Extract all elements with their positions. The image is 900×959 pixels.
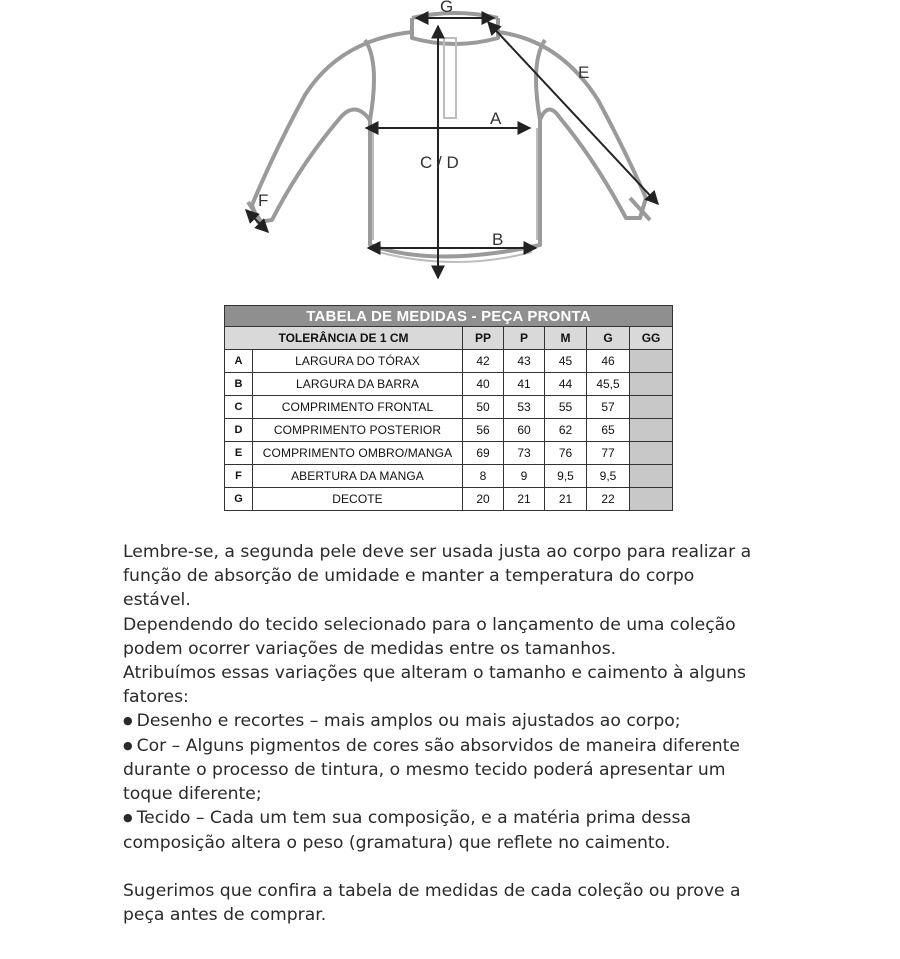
garment-diagram: [230, 0, 670, 300]
measure-value: 62: [545, 419, 587, 442]
measure-value: 77: [587, 442, 630, 465]
measure-value: 9: [504, 465, 545, 488]
measure-value: 56: [463, 419, 504, 442]
measure-value: 20: [463, 488, 504, 511]
measure-letter: C: [225, 396, 253, 419]
table-row: [225, 373, 673, 396]
spacer: [123, 855, 783, 879]
measure-value: 43: [504, 350, 545, 373]
bullet-icon: ●: [123, 738, 133, 752]
measure-value: 9,5: [587, 465, 630, 488]
paragraph-line: podem ocorrer variações de medidas entre os tamanhos.: [123, 638, 617, 659]
measure-value: 44: [545, 373, 587, 396]
paragraph-line: peça antes de comprar.: [123, 905, 327, 926]
size-header: M: [545, 327, 587, 350]
table-title: TABELA DE MEDIDAS - PEÇA PRONTA: [225, 306, 673, 327]
bullet-icon: ●: [123, 714, 133, 728]
measure-value: [630, 396, 673, 419]
bullet-item: [123, 806, 783, 830]
measure-value: 21: [504, 488, 545, 511]
bullet-icon: ●: [123, 811, 133, 825]
measure-value: 46: [587, 350, 630, 373]
measure-value: [630, 419, 673, 442]
paragraph-line: Dependendo do tecido selecionado para o lançamento de uma coleção: [123, 614, 736, 635]
measure-value: 9,5: [545, 465, 587, 488]
fit-notes: [123, 540, 783, 927]
measure-letter: F: [225, 465, 253, 488]
measure-value: 76: [545, 442, 587, 465]
long-sleeve-shirt-illustration: [230, 0, 670, 300]
measure-letter: E: [225, 442, 253, 465]
measure-name: COMPRIMENTO POSTERIOR: [253, 419, 463, 442]
measure-letter: A: [225, 350, 253, 373]
measure-value: 41: [504, 373, 545, 396]
paragraph-line: estável.: [123, 590, 191, 611]
label-g: G: [440, 0, 454, 16]
measure-name: COMPRIMENTO OMBRO/MANGA: [253, 442, 463, 465]
paragraph-line: toque diferente;: [123, 784, 262, 805]
measure-value: 45: [545, 350, 587, 373]
measure-value: 73: [504, 442, 545, 465]
table-row: [225, 396, 673, 419]
measure-value: 69: [463, 442, 504, 465]
size-chart: [224, 305, 672, 511]
label-b: B: [492, 230, 504, 249]
paragraph-line: função de absorção de umidade e manter a temperatura do corpo: [123, 566, 695, 587]
measure-value: 21: [545, 488, 587, 511]
bullet-text: Desenho e recortes – mais amplos ou mais ajustados ao corpo;: [136, 711, 681, 732]
table-row: [225, 442, 673, 465]
table-row: [225, 419, 673, 442]
bullet-item: [123, 734, 783, 758]
measure-value: [630, 373, 673, 396]
measure-value: 22: [587, 488, 630, 511]
measure-value: 65: [587, 419, 630, 442]
measure-value: [630, 465, 673, 488]
measure-value: [630, 350, 673, 373]
measure-value: 57: [587, 396, 630, 419]
label-e: E: [578, 63, 590, 82]
table-row: [225, 350, 673, 373]
bullet-text: Tecido – Cada um tem sua composição, e a matéria prima dessa: [136, 808, 691, 829]
paragraph-line: Sugerimos que confira a tabela de medidas de cada coleção ou prove a: [123, 880, 741, 901]
measure-value: 40: [463, 373, 504, 396]
measure-value: 8: [463, 465, 504, 488]
measure-value: 42: [463, 350, 504, 373]
size-header: PP: [463, 327, 504, 350]
measure-name: DECOTE: [253, 488, 463, 511]
label-a: A: [490, 109, 502, 128]
size-header: G: [587, 327, 630, 350]
paragraph-line: composição altera o peso (gramatura) que reflete no caimento.: [123, 832, 671, 853]
paragraph-line: fatores:: [123, 687, 189, 708]
label-cd: C / D: [420, 153, 459, 172]
measurement-table: [224, 305, 673, 511]
measure-name: COMPRIMENTO FRONTAL: [253, 396, 463, 419]
label-f: F: [258, 191, 269, 210]
size-header: P: [504, 327, 545, 350]
bullet-text: Cor – Alguns pigmentos de cores são absorvidos de maneira diferente: [136, 735, 740, 756]
measure-name: ABERTURA DA MANGA: [253, 465, 463, 488]
measure-value: [630, 442, 673, 465]
measure-value: 53: [504, 396, 545, 419]
measure-value: 55: [545, 396, 587, 419]
size-header: GG: [630, 327, 673, 350]
tolerance-header: TOLERÂNCIA DE 1 CM: [225, 327, 463, 350]
measure-value: [630, 488, 673, 511]
measure-value: 60: [504, 419, 545, 442]
table-row: [225, 465, 673, 488]
measure-name: LARGURA DA BARRA: [253, 373, 463, 396]
measure-value: 50: [463, 396, 504, 419]
paragraph-line: Atribuímos essas variações que alteram o tamanho e caimento à alguns: [123, 663, 746, 684]
bullet-item: [123, 709, 783, 733]
measure-letter: G: [225, 488, 253, 511]
measure-letter: D: [225, 419, 253, 442]
measure-value: 45,5: [587, 373, 630, 396]
table-row: [225, 488, 673, 511]
measure-name: LARGURA DO TÓRAX: [253, 350, 463, 373]
table-body: [225, 350, 673, 511]
paragraph-line: Lembre-se, a segunda pele deve ser usada justa ao corpo para realizar a: [123, 542, 752, 562]
measure-letter: B: [225, 373, 253, 396]
paragraph-line: durante o processo de tintura, o mesmo tecido poderá apresentar um: [123, 760, 726, 781]
